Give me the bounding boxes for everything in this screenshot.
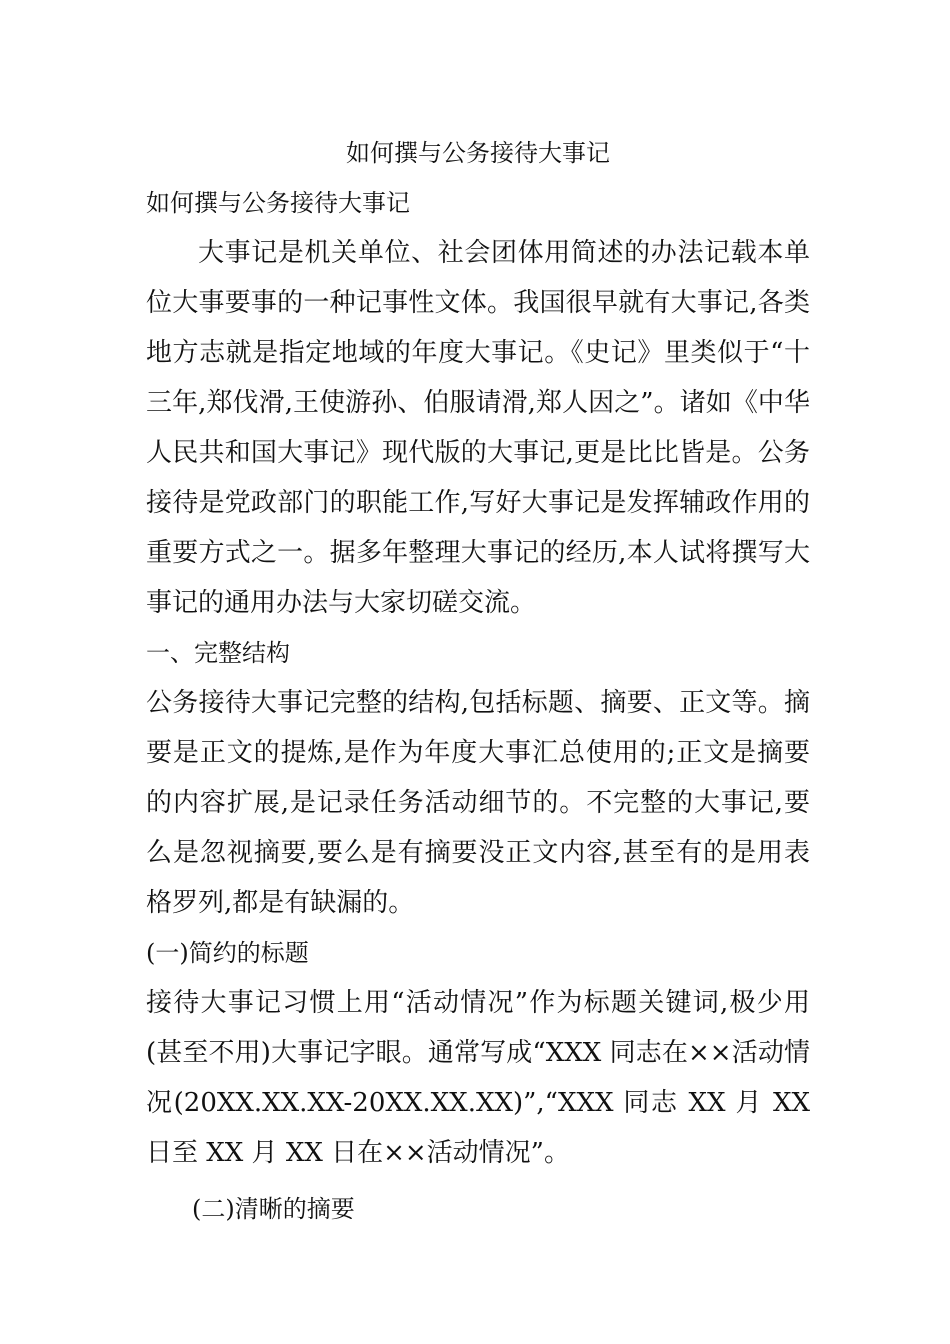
subsection-1-paragraph: 接待大事记习惯上用“活动情况”作为标题关键词,极少用(甚至不用)大事记字眼。通常写成“XXX 同志在××活动情况(20XX.XX.XX-20XX.XX.XX)”,“XXX 同志 XX 月 XX 日至 XX 月 XX 日在××活动情况”。 xyxy=(146,988,810,1168)
intro-paragraph: 大事记是机关单位、社会团体用简述的办法记载本单位大事要事的一种记事性文体。我国很早就有大事记,各类地方志就是指定地域的年度大事记。《史记》里类似于“十三年,郑伐滑,王使游孙、伯服请滑,郑人因之”。诸如《中华人民共和国大事记》现代版的大事记,更是比比皆是。公务接待是党政部门的职能工作,写好大事记是发挥辅政作用的重要方式之一。据多年整理大事记的经历,本人试将撰写大事记的通用办法与大家切磋交流。 xyxy=(146,238,810,618)
document-body xyxy=(146,128,810,1234)
document-title: 如何撰与公务接待大事记 xyxy=(346,139,610,167)
subsection-1-heading: (一)简约的标题 xyxy=(146,939,309,967)
section-1-paragraph: 公务接待大事记完整的结构,包括标题、摘要、正文等。摘要是正文的提炼,是作为年度大事汇总使用的;正文是摘要的内容扩展,是记录任务活动细节的。不完整的大事记,要么是忽视摘要,要么是有摘要没正文内容,甚至有的是用表格罗列,都是有缺漏的。 xyxy=(146,688,810,918)
document-subtitle: 如何撰与公务接待大事记 xyxy=(146,189,410,217)
section-1-heading: 一、完整结构 xyxy=(146,639,290,667)
subsection-2-heading: (二)清晰的摘要 xyxy=(192,1195,355,1223)
